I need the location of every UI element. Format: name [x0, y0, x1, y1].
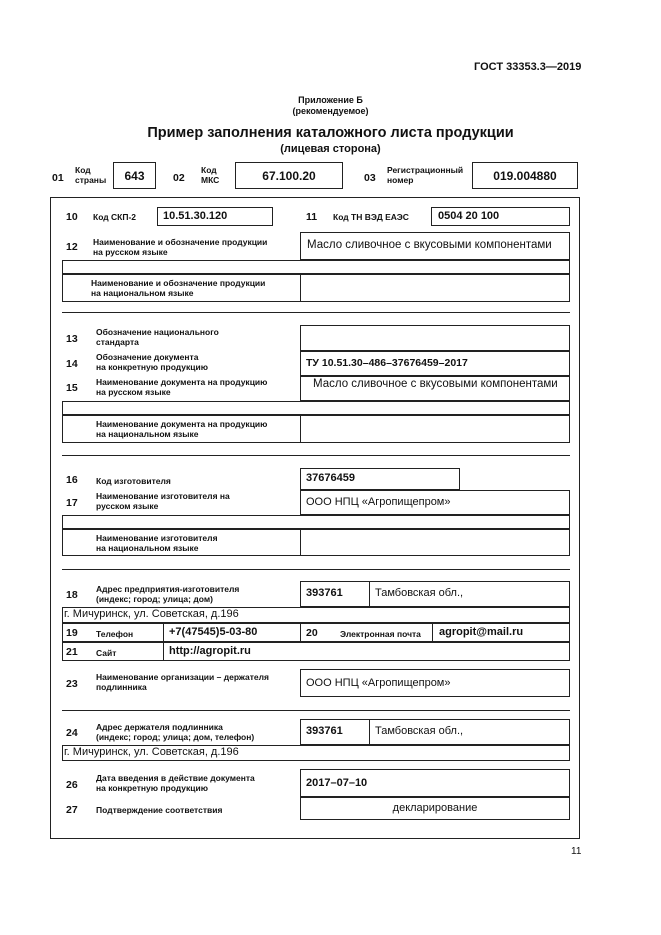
field-12-number: 12 — [66, 241, 78, 253]
national-standard-box — [300, 325, 570, 351]
field-01-number: 01 — [52, 172, 64, 184]
field-15-number: 15 — [66, 382, 78, 394]
field-11-number: 11 — [306, 211, 318, 223]
effective-date-value: 2017–07–10 — [306, 777, 368, 789]
field-21-number: 21 — [66, 646, 78, 658]
doc-subtitle: (лицевая сторона) — [280, 143, 381, 155]
product-name-ru-value: Масло сливочное с вкусовыми компонентами — [307, 239, 552, 251]
field-03-label: Регистрационный номер — [387, 165, 464, 185]
field-21-label: Сайт — [96, 648, 117, 658]
field-26-number: 26 — [66, 779, 78, 791]
manufacturer-region: Тамбовская обл., — [375, 587, 464, 599]
field-13-number: 13 — [66, 333, 78, 345]
phone-value: +7(47545)5-03-80 — [169, 626, 258, 638]
website-row — [62, 642, 570, 661]
field-17-national-label: Наименование изготовителя на национальном языке — [96, 533, 218, 553]
field-27-label: Подтверждение соответствия — [96, 805, 223, 815]
skp-code-value: 10.51.30.120 — [163, 210, 228, 222]
field-16-label: Код изготовителя — [96, 476, 171, 486]
manufacturer-name-ru-value: ООО НПЦ «Агропищепром» — [306, 496, 451, 508]
mks-code-value: 67.100.20 — [262, 169, 316, 183]
doc-title: Пример заполнения каталожного листа продукции — [147, 125, 514, 141]
conformity-value: декларирование — [392, 802, 478, 814]
field-14-label: Обозначение документа на конкретную продукцию — [96, 352, 208, 372]
country-code-value: 643 — [124, 169, 145, 183]
field-02-number: 02 — [173, 172, 185, 184]
field-03-number: 03 — [364, 172, 376, 184]
product-name-ru-continuation — [62, 260, 570, 274]
field-20-label: Электронная почта — [340, 629, 421, 639]
product-name-national-box — [62, 274, 570, 302]
holder-address-line2: г. Мичуринск, ул. Советская, д.196 — [64, 746, 239, 758]
field-16-number: 16 — [66, 474, 78, 486]
field-27-number: 27 — [66, 804, 78, 816]
field-23-number: 23 — [66, 678, 78, 690]
manufacturer-name-national-box — [62, 529, 570, 556]
field-17-number: 17 — [66, 497, 78, 509]
field-18-label: Адрес предприятия-изготовителя (индекс; город; улица; дом) — [96, 584, 240, 604]
page-number: 11 — [571, 846, 582, 857]
website-value: http://agropit.ru — [169, 645, 251, 657]
manufacturer-address-line2: г. Мичуринск, ул. Советская, д.196 — [64, 608, 239, 620]
field-14-number: 14 — [66, 358, 78, 370]
manufacturer-code-value: 37676459 — [306, 472, 355, 484]
document-name-ru-continuation — [62, 401, 570, 415]
field-19-label: Телефон — [96, 629, 134, 639]
registration-number-value: 019.004880 — [493, 169, 557, 183]
document-name-ru-value: Масло сливочное с вкусовыми компонентами — [313, 378, 558, 390]
appendix-note: (рекомендуемое) — [292, 106, 369, 116]
email-value: agropit@mail.ru — [439, 626, 524, 638]
manufacturer-postal-index: 393761 — [306, 587, 343, 599]
manufacturer-name-ru-continuation — [62, 515, 570, 529]
field-02-label: Код МКС — [201, 165, 220, 185]
field-15-national-label: Наименование документа на продукцию на национальном языке — [96, 419, 268, 439]
appendix-title: Приложение Б — [298, 95, 363, 105]
document-name-national-box — [62, 415, 570, 443]
field-17-label: Наименование изготовителя на русском языке — [96, 491, 230, 511]
field-12-label: Наименование и обозначение продукции на русском языке — [93, 237, 268, 257]
field-10-label: Код СКП-2 — [93, 212, 137, 222]
product-document-value: ТУ 10.51.30–486–37676459–2017 — [306, 357, 468, 369]
field-26-label: Дата введения в действие документа на конкретную продукцию — [96, 773, 255, 793]
field-18-number: 18 — [66, 589, 78, 601]
field-10-number: 10 — [66, 211, 78, 223]
field-12-national-label: Наименование и обозначение продукции на национальном языке — [91, 278, 266, 298]
field-01-label: Код страны — [75, 165, 107, 185]
field-23-label: Наименование организации – держателя подлинника — [96, 672, 270, 692]
field-11-label: Код ТН ВЭД ЕАЭС — [333, 212, 409, 222]
field-20-number: 20 — [306, 627, 318, 639]
field-24-label: Адрес держателя подлинника (индекс; город; улица; дом, телефон) — [96, 722, 255, 742]
field-24-number: 24 — [66, 727, 78, 739]
standard-code: ГОСТ 33353.3—2019 — [474, 61, 582, 73]
field-15-label: Наименование документа на продукцию на русском языке — [96, 377, 268, 397]
tnved-code-value: 0504 20 100 — [438, 210, 500, 222]
original-holder-value: ООО НПЦ «Агропищепром» — [306, 677, 451, 689]
field-13-label: Обозначение национального стандарта — [96, 327, 219, 347]
holder-region: Тамбовская обл., — [375, 725, 464, 737]
field-19-number: 19 — [66, 627, 78, 639]
holder-postal-index: 393761 — [306, 725, 343, 737]
